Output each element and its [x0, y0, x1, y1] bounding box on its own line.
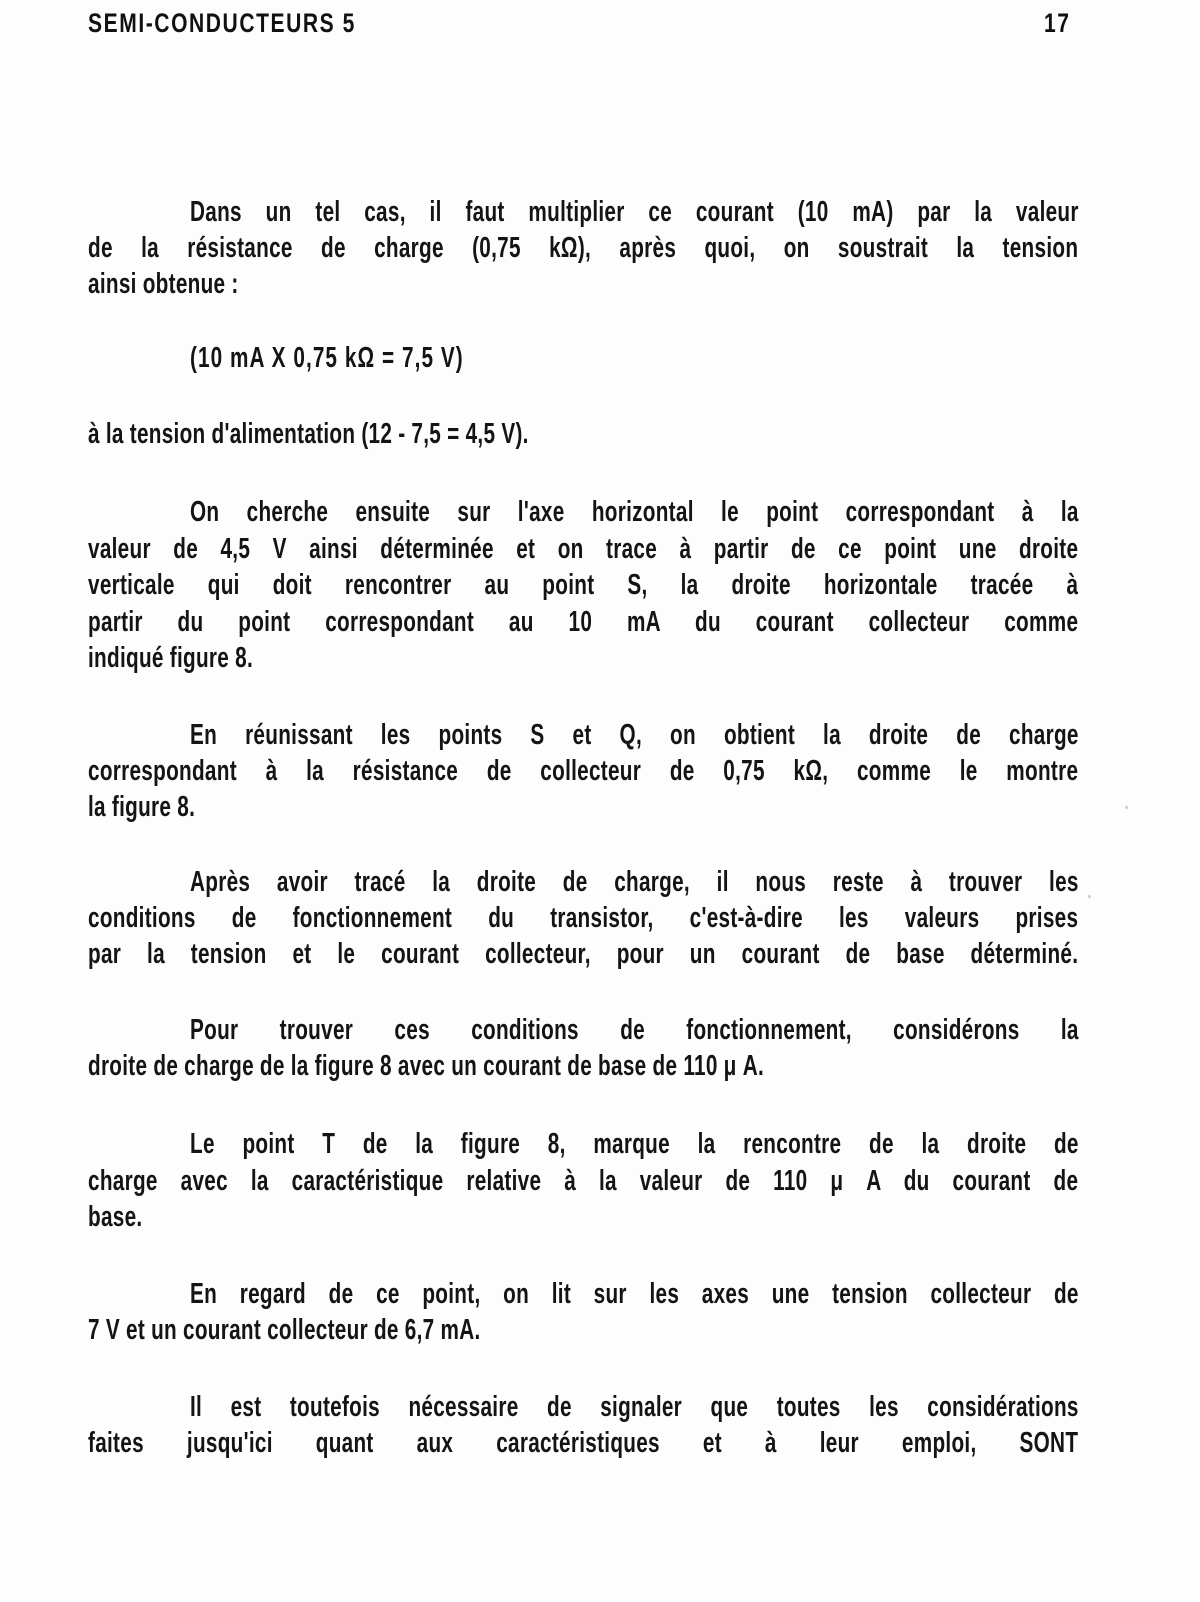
text-line: Il est toutefois nécessaire de signaler que toutes les considérations — [190, 1391, 1079, 1423]
text-line: faites jusqu'ici quant aux caractéristiques et à leur emploi, SONT — [88, 1427, 1079, 1459]
text-line: Le point T de la figure 8, marque la rencontre de la droite de — [190, 1128, 1079, 1160]
text-line: base. — [88, 1201, 143, 1233]
text-line: indiqué figure 8. — [88, 642, 253, 674]
text-line: charge avec la caractéristique relative à la valeur de 110 μ A du courant de — [88, 1165, 1079, 1197]
text-line: la figure 8. — [88, 791, 196, 823]
text-line: ainsi obtenue : — [88, 268, 239, 300]
text-line: de la résistance de charge (0,75 kΩ), après quoi, on soustrait la tension — [88, 232, 1079, 264]
text-line: Dans un tel cas, il faut multiplier ce courant (10 mA) par la valeur — [190, 196, 1079, 228]
scan-speck — [1125, 806, 1128, 809]
scan-speck — [1088, 895, 1091, 898]
text-line: correspondant à la résistance de collecteur de 0,75 kΩ, comme le montre — [88, 755, 1079, 787]
text-line: Après avoir tracé la droite de charge, il nous reste à trouver les — [190, 866, 1079, 898]
text-line: Pour trouver ces conditions de fonctionnement, considérons la — [190, 1014, 1079, 1046]
text-line: à la tension d'alimentation (12 - 7,5 = 4,5 V). — [88, 418, 529, 450]
text-line: En regard de ce point, on lit sur les axes une tension collecteur de — [190, 1278, 1079, 1310]
text-line: On cherche ensuite sur l'axe horizontal le point correspondant à la — [190, 496, 1079, 528]
text-line: 7 V et un courant collecteur de 6,7 mA. — [88, 1314, 481, 1346]
text-line: verticale qui doit rencontrer au point S, la droite horizontale tracée à — [88, 569, 1079, 601]
text-line: partir du point correspondant au 10 mA du courant collecteur comme — [88, 606, 1079, 638]
equation-line: (10 mA X 0,75 kΩ = 7,5 V) — [190, 342, 464, 374]
running-header-title: SEMI-CONDUCTEURS 5 — [88, 8, 356, 38]
text-line: En réunissant les points S et Q, on obtient la droite de charge — [190, 719, 1079, 751]
text-line: par la tension et le courant collecteur, pour un courant de base déterminé. — [88, 938, 1079, 970]
text-line: droite de charge de la figure 8 avec un courant de base de 110 μ A. — [88, 1050, 765, 1082]
text-line: conditions de fonctionnement du transistor, c'est-à-dire les valeurs prises — [88, 902, 1079, 934]
page-number: 17 — [1044, 8, 1071, 38]
text-line: valeur de 4,5 V ainsi déterminée et on trace à partir de ce point une droite — [88, 533, 1079, 565]
